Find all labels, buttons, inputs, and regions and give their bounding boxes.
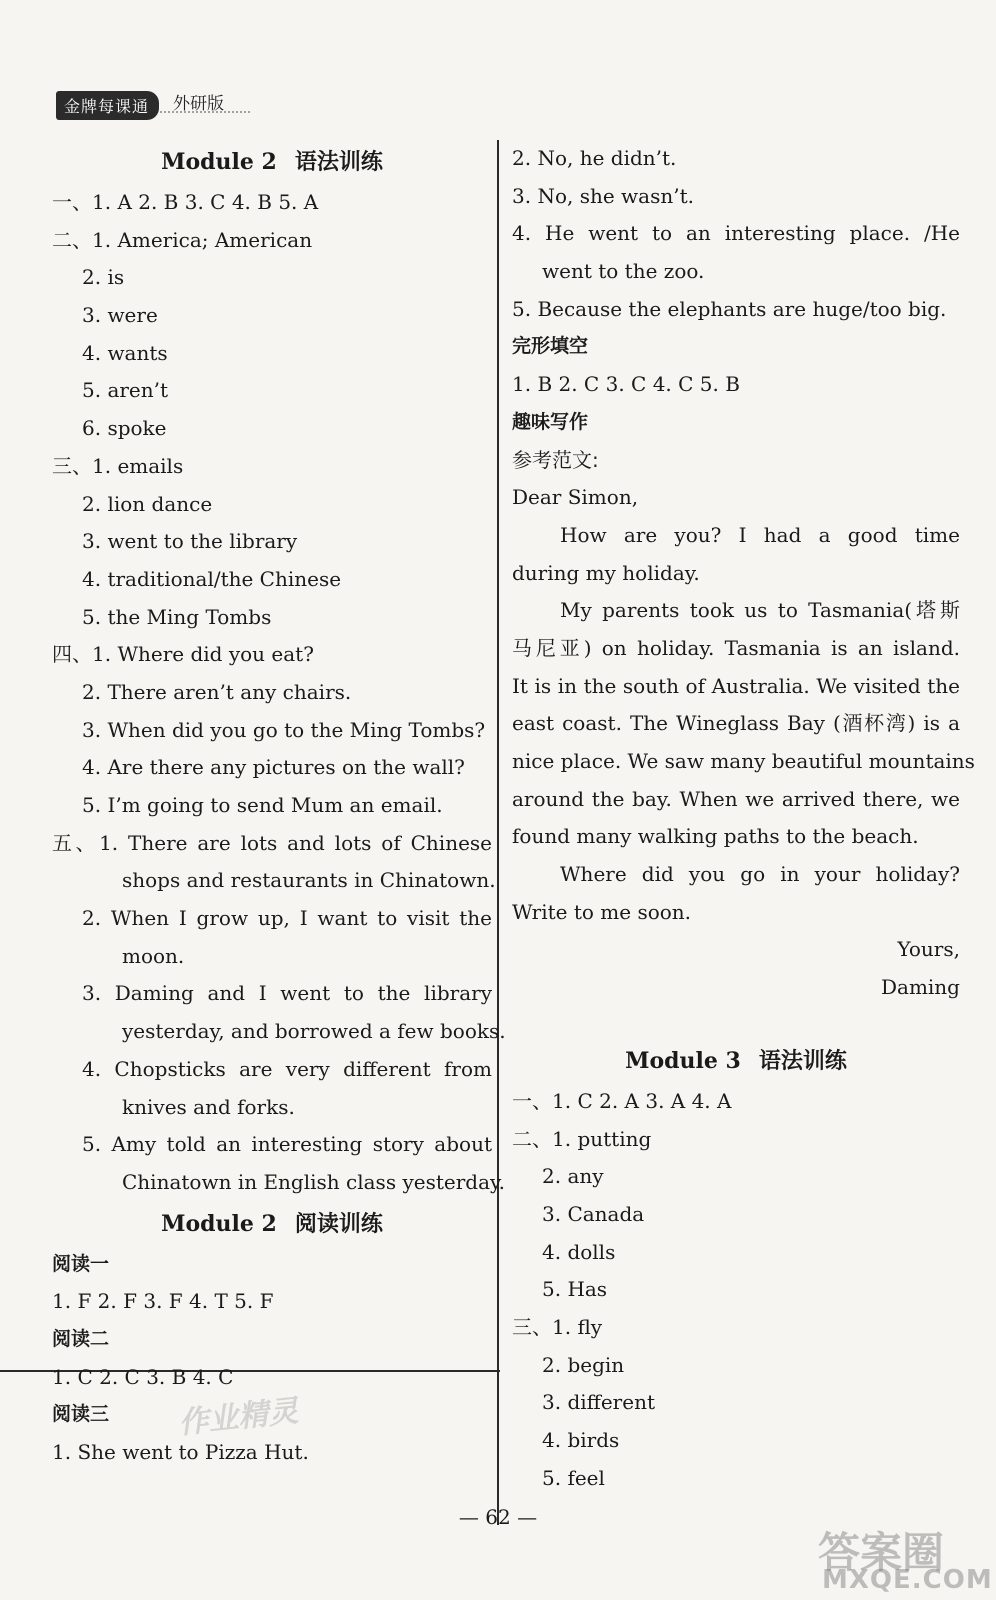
text-line: around the bay. When we arrived there, we	[512, 786, 960, 811]
header-badge	[56, 92, 252, 118]
part-marker: 五、	[52, 830, 100, 855]
text-line: It is in the south of Australia. We visited the	[512, 673, 960, 698]
text-line: 3. No, she wasn’t.	[512, 183, 694, 208]
text-line: 3. Daming and I went to the library	[82, 981, 492, 1006]
text-line: 6. spoke	[82, 416, 167, 441]
subsection-heading: 趣味写作	[512, 410, 589, 433]
site-watermark-cn: 答案圈	[818, 1528, 945, 1577]
text-line: moon.	[122, 943, 185, 968]
part-marker: 三、	[52, 453, 92, 478]
text-line: 3. different	[542, 1390, 655, 1415]
text-line: yesterday, and borrowed a few books.	[122, 1019, 506, 1044]
answer-text: 1. emails	[92, 453, 184, 478]
answer-line	[52, 636, 492, 674]
answer-line	[52, 448, 492, 486]
answer-text: 1. A 2. B 3. C 4. B 5. A	[92, 190, 319, 214]
answer-line	[52, 184, 492, 222]
spacer	[512, 1007, 960, 1039]
module-label: Module 2	[161, 149, 277, 175]
stamp-watermark: 作业精灵	[176, 1393, 300, 1442]
section-title	[512, 1039, 960, 1083]
text-line: 3. went to the library	[82, 529, 298, 554]
text-line: 1. B 2. C 3. C 4. C 5. B	[512, 372, 740, 397]
text-line: 参考范文:	[512, 447, 599, 472]
answer-line	[512, 1309, 960, 1347]
answer-text: 1. Where did you eat?	[92, 642, 314, 667]
text-line: 4. Are there any pictures on the wall?	[82, 755, 465, 780]
module-label: Module 3	[625, 1047, 741, 1074]
module-label: Module 2	[161, 1210, 277, 1237]
text-line: 4. He went to an interesting place. /He	[512, 221, 960, 246]
part-marker: 一、	[512, 1088, 552, 1113]
text-line: 2. No, he didn’t.	[512, 146, 677, 170]
text-line: 马尼亚) on holiday. Tasmania is an island.	[512, 635, 960, 660]
text-line: 3. Canada	[542, 1201, 645, 1226]
brand-label: 金牌每课通	[56, 91, 159, 120]
text-line: 1. C 2. C 3. B 4. C	[52, 1364, 234, 1389]
text-line: 5. Because the elephants are huge/too big.	[512, 296, 947, 321]
text-line: 3. When did you go to the Ming Tombs?	[82, 717, 486, 742]
subsection-heading: 阅读三	[52, 1403, 110, 1426]
section-title	[52, 1202, 492, 1246]
text-line: Where did you go in your holiday?	[560, 862, 960, 887]
text-line: 5. Has	[542, 1277, 608, 1302]
text-line: How are you? I had a good time	[560, 522, 960, 547]
text-line: 4. Chopsticks are very different from	[82, 1056, 492, 1081]
text-line: 4. birds	[542, 1428, 620, 1452]
text-line: 2. When I grow up, I want to visit the	[82, 906, 492, 931]
site-watermark-en: MXQE.COM	[822, 1565, 993, 1595]
text-line: 5. Amy told an interesting story about	[82, 1132, 492, 1157]
part-marker: 一、	[52, 190, 92, 214]
answer-text: 1. C 2. A 3. A 4. A	[552, 1088, 732, 1113]
section-title	[52, 140, 492, 184]
part-marker: 二、	[52, 227, 92, 252]
answer-line	[52, 825, 492, 863]
text-line: 2. There aren’t any chairs.	[82, 679, 352, 704]
answer-text: 1. America; American	[92, 227, 313, 252]
text-line: 5. the Ming Tombs	[82, 604, 272, 629]
text-line: 2. begin	[542, 1352, 625, 1377]
text-line: went to the zoo.	[542, 259, 705, 284]
text-line: 5. feel	[542, 1465, 605, 1490]
text-line: 4. dolls	[542, 1239, 616, 1264]
text-line: 3. were	[82, 303, 158, 328]
text-line: My parents took us to Tasmania(塔斯	[560, 598, 960, 623]
text-line: Chinatown in English class yesterday.	[122, 1169, 505, 1194]
text-line: shops and restaurants in Chinatown.	[122, 868, 496, 893]
text-line: 1. F 2. F 3. F 4. T 5. F	[52, 1289, 274, 1314]
text-line: nice place. We saw many beautiful mountains	[512, 749, 975, 773]
answer-text: 1. putting	[552, 1126, 652, 1151]
answer-line	[512, 1083, 960, 1121]
text-line: 4. wants	[82, 340, 168, 365]
text-line: found many walking paths to the beach.	[512, 824, 919, 849]
text-line: knives and forks.	[122, 1094, 295, 1119]
column-divider	[497, 140, 499, 1525]
text-line: 5. aren’t	[82, 378, 169, 403]
part-marker: 四、	[52, 642, 92, 667]
page-number: — 62 —	[458, 1505, 538, 1529]
text-line: 2. any	[542, 1164, 604, 1189]
subsection-heading: 阅读一	[52, 1252, 110, 1275]
edition-label: 外研版	[159, 92, 252, 118]
answer-text: 1. There are lots and lots of Chinese	[99, 830, 493, 855]
left-column	[52, 140, 506, 1472]
text-line: 2. lion dance	[82, 491, 213, 516]
text-line: Daming	[880, 975, 960, 1000]
text-line: 1. She went to Pizza Hut.	[52, 1440, 309, 1464]
text-line: Dear Simon,	[512, 485, 639, 510]
right-column	[512, 140, 975, 1497]
part-marker: 二、	[512, 1126, 552, 1151]
text-line: east coast. The Wineglass Bay (酒杯湾) is a	[512, 711, 960, 736]
section-label: 阅读训练	[294, 1211, 383, 1237]
text-line: 5. I’m going to send Mum an email.	[82, 793, 443, 817]
answer-line	[52, 222, 492, 260]
part-marker: 三、	[512, 1314, 552, 1339]
answer-line	[512, 1121, 960, 1159]
text-line: 2. is	[82, 265, 125, 290]
text-line: during my holiday.	[512, 560, 700, 585]
subsection-heading: 完形填空	[512, 335, 589, 358]
answer-text: 1. fly	[552, 1314, 603, 1339]
section-label: 语法训练	[294, 150, 383, 175]
text-line: Yours,	[897, 937, 960, 962]
subsection-heading: 阅读二	[52, 1327, 110, 1350]
text-line: 4. traditional/the Chinese	[82, 566, 342, 591]
text-line: Write to me soon.	[512, 899, 692, 924]
section-label: 语法训练	[758, 1048, 847, 1074]
